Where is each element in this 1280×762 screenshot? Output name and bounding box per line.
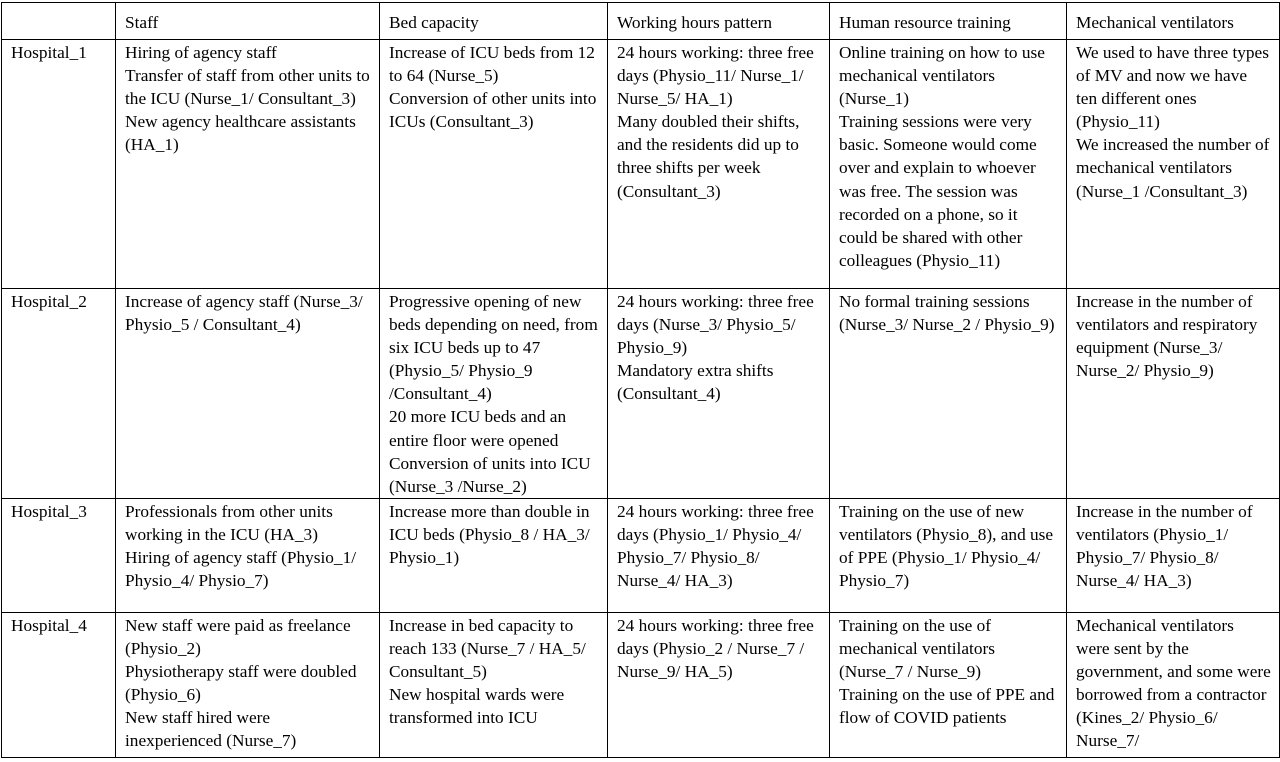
cell-bed-capacity: Increase of ICU beds from 12 to 64 (Nurse_5) Conversion of other units into ICUs (Consultant_3) [380, 40, 608, 289]
cell-staff: Increase of agency staff (Nurse_3/ Physio_5 / Consultant_4) [116, 289, 380, 499]
cell-hospital: Hospital_1 [2, 40, 116, 289]
cell-ventilators: Mechanical ventilators were sent by the government, and some were borrowed from a contractor (Kines_2/ Physio_6/ Nurse_7/ [1067, 612, 1280, 757]
cell-staff: Hiring of agency staff Transfer of staff from other units to the ICU (Nurse_1/ Consultant_3) New agency healthcare assistants (HA_1) [116, 40, 380, 289]
cell-staff: New staff were paid as freelance (Physio_2) Physiotherapy staff were doubled (Physio_6) New staff hired were inexperienced (Nurse_7) [116, 612, 380, 757]
cell-hospital: Hospital_4 [2, 612, 116, 757]
header-working-hours: Working hours pattern [608, 3, 830, 40]
table-row [2, 612, 1280, 757]
hospital-comparison-table [1, 2, 1280, 758]
cell-working-hours: 24 hours working: three free days (Physio_11/ Nurse_1/ Nurse_5/ HA_1) Many doubled their shifts, and the residents did up to three shifts per week (Consultant_3) [608, 40, 830, 289]
cell-training: Training on the use of new ventilators (Physio_8), and use of PPE (Physio_1/ Physio_4/ Physio_7) [830, 498, 1067, 612]
cell-bed-capacity: Progressive opening of new beds depending on need, from six ICU beds up to 47 (Physio_5/ Physio_9 /Consultant_4) 20 more ICU beds and an entire floor were opened Conversion of units into ICU (Nurse_3 /Nurse_2) [380, 289, 608, 499]
header-hospital [2, 3, 116, 40]
cell-hospital: Hospital_3 [2, 498, 116, 612]
cell-training: Training on the use of mechanical ventilators (Nurse_7 / Nurse_9) Training on the use of PPE and flow of COVID patients [830, 612, 1067, 757]
table-row [2, 40, 1280, 289]
cell-working-hours: 24 hours working: three free days (Physio_1/ Physio_4/ Physio_7/ Physio_8/ Nurse_4/ HA_3) [608, 498, 830, 612]
cell-training: No formal training sessions (Nurse_3/ Nurse_2 / Physio_9) [830, 289, 1067, 499]
cell-ventilators: Increase in the number of ventilators (Physio_1/ Physio_7/ Physio_8/ Nurse_4/ HA_3) [1067, 498, 1280, 612]
cell-ventilators: We used to have three types of MV and now we have ten different ones (Physio_11) We increased the number of mechanical ventilators (Nurse_1 /Consultant_3) [1067, 40, 1280, 289]
cell-bed-capacity: Increase more than double in ICU beds (Physio_8 / HA_3/ Physio_1) [380, 498, 608, 612]
table-row [2, 289, 1280, 499]
header-staff: Staff [116, 3, 380, 40]
cell-staff: Professionals from other units working in the ICU (HA_3) Hiring of agency staff (Physio_1/ Physio_4/ Physio_7) [116, 498, 380, 612]
cell-training: Online training on how to use mechanical ventilators (Nurse_1) Training sessions were very basic. Someone would come over and explain to whoever was free. The session was recorded on a phone, so it could be shared with other colleagues (Physio_11) [830, 40, 1067, 289]
table-row [2, 498, 1280, 612]
cell-hospital: Hospital_2 [2, 289, 116, 499]
header-bed-capacity: Bed capacity [380, 3, 608, 40]
header-training: Human resource training [830, 3, 1067, 40]
cell-working-hours: 24 hours working: three free days (Nurse_3/ Physio_5/ Physio_9) Mandatory extra shifts (Consultant_4) [608, 289, 830, 499]
header-ventilators: Mechanical ventilators [1067, 3, 1280, 40]
cell-bed-capacity: Increase in bed capacity to reach 133 (Nurse_7 / HA_5/ Consultant_5) New hospital wards were transformed into ICU [380, 612, 608, 757]
cell-ventilators: Increase in the number of ventilators and respiratory equipment (Nurse_3/ Nurse_2/ Physio_9) [1067, 289, 1280, 499]
table-header-row [2, 3, 1280, 40]
cell-working-hours: 24 hours working: three free days (Physio_2 / Nurse_7 / Nurse_9/ HA_5) [608, 612, 830, 757]
